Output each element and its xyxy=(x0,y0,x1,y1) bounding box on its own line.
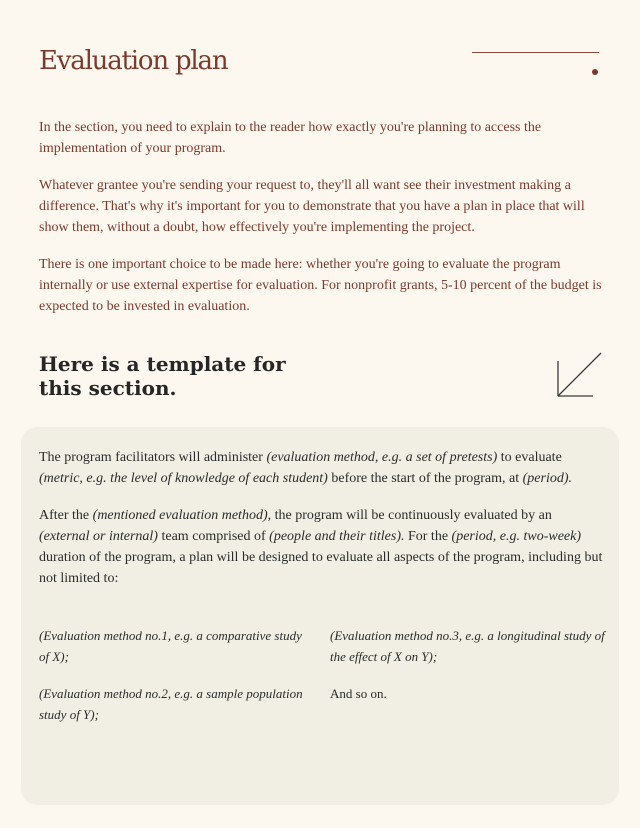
intro-section xyxy=(39,117,609,333)
text: to evaluate xyxy=(497,450,562,465)
placeholder-text: (period). xyxy=(522,471,573,486)
intro-paragraph: In the section, you need to explain to the reader how exactly you're planning to access the implementation of your program. xyxy=(39,120,542,156)
placeholder-text: (people and their titles). xyxy=(269,529,405,544)
placeholder-text: (evaluation method, e.g. a set of pretests) xyxy=(266,450,498,465)
template-paragraph-1 xyxy=(39,447,604,489)
placeholder-text: (mentioned evaluation method) xyxy=(92,508,268,523)
text: The program facilitators will administer xyxy=(39,450,267,465)
arrow-down-left-icon xyxy=(555,351,603,399)
template-text xyxy=(39,447,604,605)
decorative-line xyxy=(472,52,599,53)
text: before the start of the program, at xyxy=(327,471,523,486)
evaluation-method-item: (Evaluation method no.3, e.g. a longitudinal study of the effect of X on Y); xyxy=(330,628,605,664)
intro-paragraph: There is one important choice to be made here: whether you're going to evaluate the program internally or use external expertise for evaluation. For nonprofit grants, 5-10 percent of the budget is expected to be invested in evaluation. xyxy=(39,257,602,314)
evaluation-method-item: (Evaluation method no.1, e.g. a comparative study of X); xyxy=(39,628,302,664)
placeholder-text: (external or internal) xyxy=(39,529,158,544)
text: duration of the program, a plan will be designed to evaluate all aspects of the program, including but not limited to: xyxy=(39,550,603,586)
placeholder-text: (period, e.g. two-week) xyxy=(451,529,582,544)
template-heading: Here is a template for this section. xyxy=(39,352,286,400)
decorative-dot xyxy=(592,69,598,75)
intro-paragraph: Whatever grantee you're sending your request to, they'll all want see their investment making a difference. That's why it's important for you to demonstrate that you have a plan in place that will show them, without a doubt, how effectively you're implementing the project. xyxy=(39,178,585,235)
page-title: Evaluation plan xyxy=(39,46,228,76)
template-paragraph-2 xyxy=(39,505,604,589)
evaluation-method-item: And so on. xyxy=(330,686,387,701)
evaluation-method-item: (Evaluation method no.2, e.g. a sample population study of Y); xyxy=(39,686,303,722)
text: , the program will be continuously evaluated by an xyxy=(267,508,552,523)
text: For the xyxy=(404,529,452,544)
text: team comprised of xyxy=(157,529,270,544)
text: After the xyxy=(39,508,93,523)
template-card xyxy=(21,427,619,805)
placeholder-text: (metric, e.g. the level of knowledge of each student) xyxy=(39,471,328,486)
